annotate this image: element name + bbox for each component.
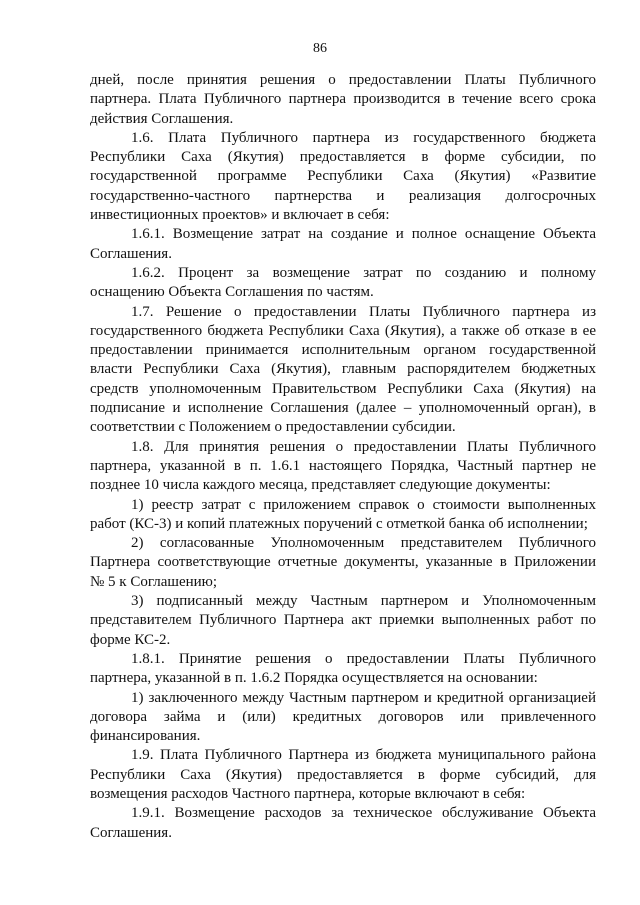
text-line: подписание и исполнение Соглашения (далее – уполномоченный орган), в xyxy=(90,400,596,417)
text-line: финансирования. xyxy=(90,728,201,745)
text-line: соответствии с Положением о предоставлении субсидии. xyxy=(90,419,456,436)
text-line: позднее 10 числа каждого месяца, представляет следующие документы: xyxy=(90,477,551,494)
text-line: 2) согласованные Уполномоченным представителем Публичного xyxy=(131,535,596,552)
text-line: государственно-частного партнерства и реализация долгосрочных xyxy=(90,187,596,204)
text-line: 1.6.2. Процент за возмещение затрат по созданию и полному xyxy=(131,264,596,281)
text-line: Соглашения. xyxy=(90,824,172,841)
text-line: 1.9.1. Возмещение расходов за техническое обслуживание Объекта xyxy=(131,805,596,822)
text-line: партнера. Плата Публичного партнера производится в течение всего срока xyxy=(90,91,596,108)
text-line: 1) заключенного между Частным партнером и кредитной организацией xyxy=(131,689,596,706)
text-line: 3) подписанный между Частным партнером и Уполномоченным xyxy=(131,593,596,610)
text-line: Партнера соответствующие отчетные документы, указанные в Приложении xyxy=(90,554,596,571)
text-line: государственного бюджета Республики Саха (Якутия), а также об отказе в ее xyxy=(90,322,596,339)
text-line: 1.6. Плата Публичного партнера из государственного бюджета xyxy=(131,129,596,146)
text-line: партнера, указанной в п. 1.6.2 Порядка осуществляется на основании: xyxy=(90,670,538,687)
text-line: 1.6.1. Возмещение затрат на создание и полное оснащение Объекта xyxy=(131,226,596,243)
text-line: Республики Саха (Якутия) предоставляется в форме субсидии, по xyxy=(90,149,596,166)
text-line: 1.9. Плата Публичного Партнера из бюджета муниципального района xyxy=(131,747,596,764)
text-line: 1.8.1. Принятие решения о предоставлении Платы Публичного xyxy=(131,650,596,667)
text-line: предоставлении принимается исполнительным органом государственной xyxy=(90,342,596,359)
text-line: Соглашения. xyxy=(90,245,172,262)
text-line: форме КС-2. xyxy=(90,631,171,648)
document-body xyxy=(90,71,596,843)
text-line: 1.8. Для принятия решения о предоставлении Платы Публичного xyxy=(131,438,596,455)
text-line: партнера, указанной в п. 1.6.1 настоящего Порядка, Частный партнер не xyxy=(90,457,596,474)
text-line: представителем Публичного Партнера акт приемки выполненных работ по xyxy=(90,612,596,629)
text-line: договора займа и (или) кредитных договоров или привлеченного xyxy=(90,708,596,725)
text-line: действия Соглашения. xyxy=(90,110,234,127)
page-number: 86 xyxy=(313,41,327,56)
text-line: власти Республики Саха (Якутия), главным распорядителем бюджетных xyxy=(90,361,596,378)
text-line: дней, после принятия решения о предоставлении Платы Публичного xyxy=(90,72,596,88)
text-line: Республики Саха (Якутия) предоставляется в форме субсидий, для xyxy=(90,766,596,783)
text-line: возмещения расходов Частного партнера, которые включают в себя: xyxy=(90,785,526,802)
text-line: государственной программе Республики Саха (Якутия) «Развитие xyxy=(90,168,596,185)
text-line: средств уполномоченным Правительством Республики Саха (Якутия) на xyxy=(90,380,596,397)
text-line: № 5 к Соглашению; xyxy=(90,573,218,590)
text-line: инвестиционных проектов» и включает в себя: xyxy=(90,207,390,224)
text-line: 1) реестр затрат с приложением справок о стоимости выполненных xyxy=(131,496,596,513)
text-line: работ (КС-3) и копий платежных поручений с отметкой банка об исполнении; xyxy=(90,515,588,532)
text-line: 1.7. Решение о предоставлении Платы Публичного партнера из xyxy=(131,303,596,320)
text-line: оснащению Объекта Соглашения по частям. xyxy=(90,284,374,301)
